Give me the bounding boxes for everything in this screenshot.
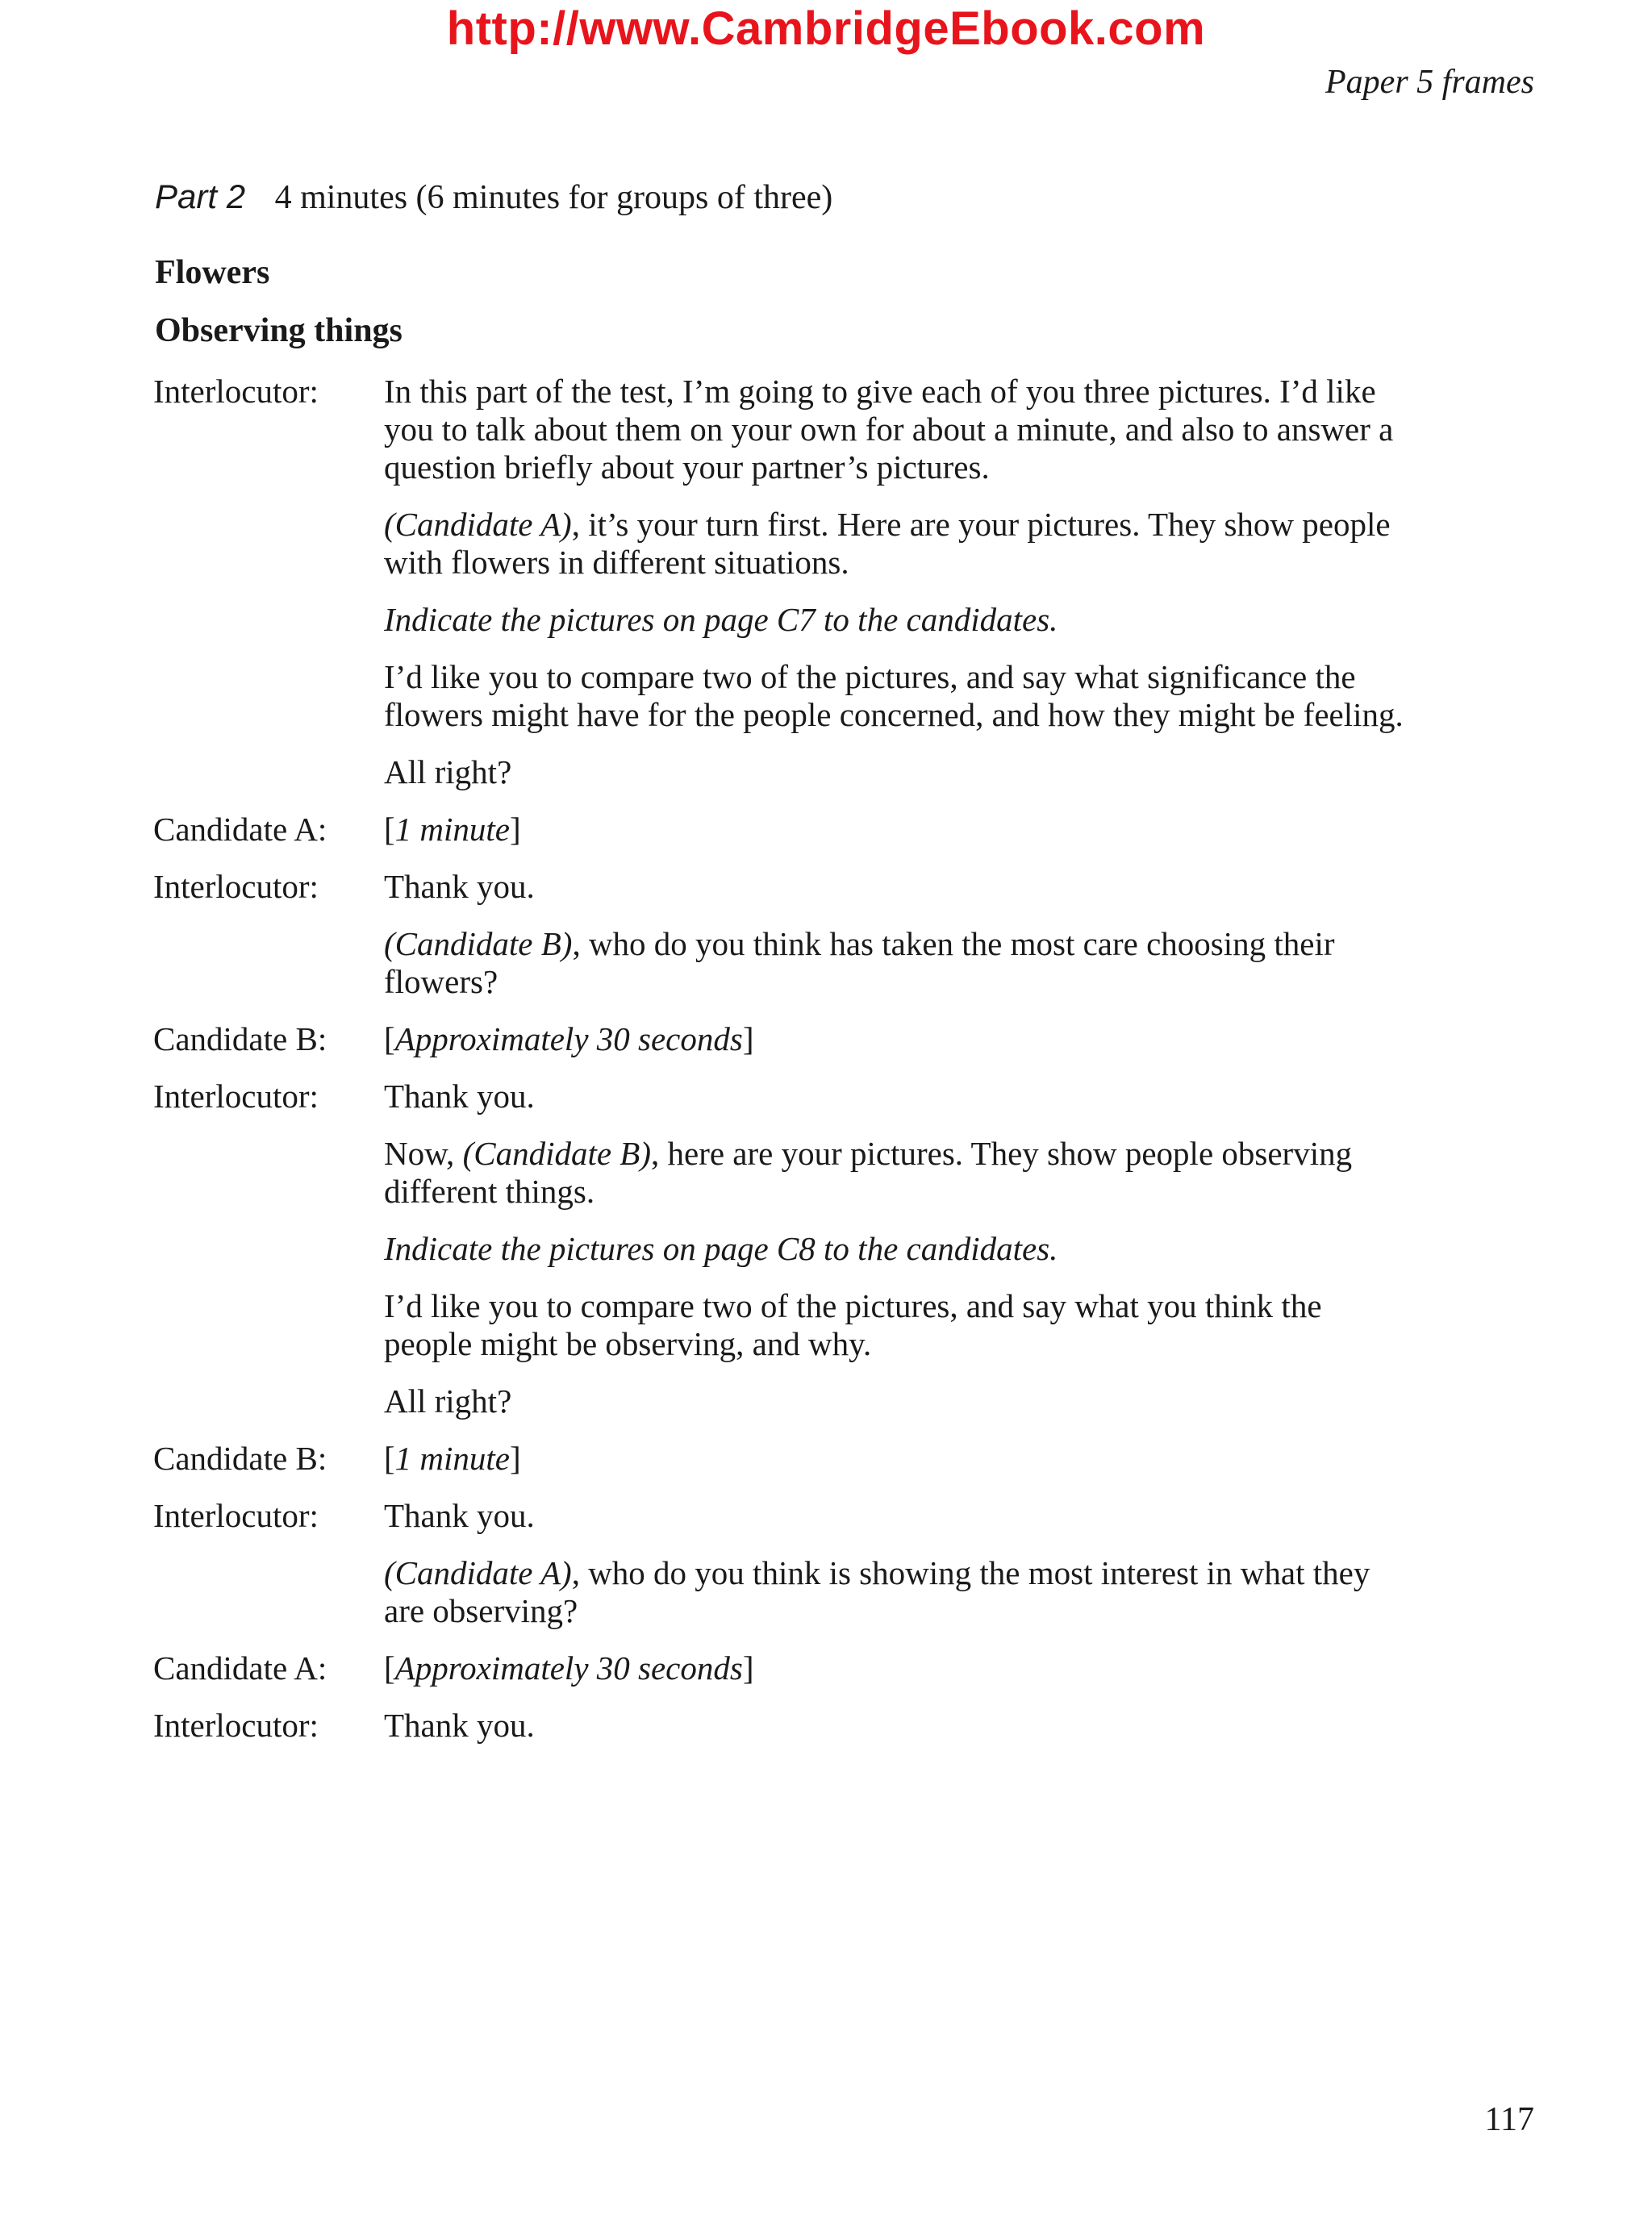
part-heading (155, 177, 832, 217)
text-run: ] (742, 1020, 754, 1057)
speaker-label: Interlocutor: (153, 1078, 319, 1115)
text-run: ] (742, 1649, 754, 1687)
italic-text: (Candidate A) (384, 506, 572, 543)
dialogue-turn (153, 1649, 1412, 1687)
text-run: [ (384, 1440, 395, 1477)
utterance-paragraph (384, 811, 1412, 849)
utterance-paragraph (384, 1440, 1412, 1478)
utterance-paragraph (384, 868, 1412, 906)
utterance-block (384, 1707, 1412, 1745)
utterance-paragraph (384, 1287, 1412, 1363)
italic-text: (Candidate B) (384, 925, 573, 962)
dialogue-turn (153, 1707, 1412, 1745)
text-run: , who do you think is showing the most interest in what they are observing? (384, 1554, 1370, 1629)
utterance-block (384, 1440, 1412, 1478)
section-title-flowers: Flowers (155, 254, 270, 291)
utterance-paragraph (384, 1230, 1412, 1268)
text-run: , who do you think has taken the most care choosing their flowers? (384, 925, 1335, 1000)
speaker-label: Candidate A: (153, 811, 327, 848)
utterance-paragraph (384, 658, 1412, 734)
text-run: [ (384, 811, 395, 848)
dialogue-turn (153, 1020, 1412, 1058)
running-head: Paper 5 frames (1325, 64, 1534, 101)
text-run: All right? (384, 753, 512, 790)
speaker-label: Interlocutor: (153, 373, 319, 410)
utterance-paragraph (384, 506, 1412, 582)
text-run: ] (510, 1440, 521, 1477)
text-run: Thank you. (384, 1707, 535, 1744)
utterance-paragraph (384, 1497, 1412, 1535)
speaker-label: Interlocutor: (153, 1707, 319, 1744)
text-run: ] (510, 811, 521, 848)
dialogue-turn (153, 1078, 1412, 1420)
utterance-paragraph (384, 1649, 1412, 1687)
utterance-block (384, 1649, 1412, 1687)
italic-text: (Candidate A) (384, 1554, 572, 1591)
section-title-observing-things: Observing things (155, 312, 403, 349)
utterance-paragraph (384, 925, 1412, 1001)
speaker-label: Candidate A: (153, 1649, 327, 1687)
utterance-paragraph (384, 1135, 1412, 1211)
text-run: [ (384, 1020, 395, 1057)
utterance-paragraph (384, 1382, 1412, 1420)
utterance-block (384, 373, 1412, 791)
utterance-paragraph (384, 753, 1412, 791)
italic-text: Approximately 30 seconds (394, 1649, 743, 1687)
part-label: Part 2 (155, 177, 246, 215)
text-run: , here are your pictures. They show people observing different things. (384, 1135, 1353, 1210)
italic-text: Approximately 30 seconds (394, 1020, 743, 1057)
watermark-url: http://www.CambridgeEbook.com (446, 2, 1206, 55)
speaker-label: Candidate B: (153, 1440, 327, 1477)
utterance-paragraph (384, 1554, 1412, 1630)
utterance-block (384, 1497, 1412, 1630)
text-run: , it’s your turn first. Here are your pictures. They show people with flowers in different situations. (384, 506, 1391, 581)
text-run: [ (384, 1649, 395, 1687)
speaker-label: Candidate B: (153, 1020, 327, 1057)
utterance-paragraph (384, 1707, 1412, 1745)
utterance-paragraph (384, 601, 1412, 639)
page-number: 117 (1484, 2101, 1534, 2138)
utterance-paragraph (384, 1020, 1412, 1058)
text-run: Thank you. (384, 868, 535, 905)
dialogue-turn (153, 1497, 1412, 1630)
text-run: I’d like you to compare two of the pictures, and say what significance the flowers might have for the people concerned, and how they might be feeling. (384, 658, 1404, 733)
utterance-block (384, 868, 1412, 1001)
dialogue-turn (153, 1440, 1412, 1478)
utterance-paragraph (384, 1078, 1412, 1115)
dialogue-turn (153, 811, 1412, 849)
utterance-block (384, 1020, 1412, 1058)
text-run: Now, (384, 1135, 463, 1172)
italic-text: (Candidate B) (462, 1135, 651, 1172)
dialogue-turn (153, 868, 1412, 1001)
text-run: I’d like you to compare two of the pictures, and say what you think the people might be observing, and why. (384, 1287, 1322, 1362)
text-run: Thank you. (384, 1078, 535, 1115)
speaker-label: Interlocutor: (153, 1497, 319, 1534)
utterance-block (384, 811, 1412, 849)
italic-text: 1 minute (394, 1440, 510, 1477)
dialogue-turn (153, 373, 1412, 791)
utterance-paragraph (384, 373, 1412, 486)
italic-text: 1 minute (394, 811, 510, 848)
utterance-block (384, 1078, 1412, 1420)
dialogue-script (153, 373, 1412, 1764)
text-run: All right? (384, 1382, 512, 1420)
text-run: Thank you. (384, 1497, 535, 1534)
italic-text: Indicate the pictures on page C8 to the candidates. (384, 1230, 1058, 1267)
italic-text: Indicate the pictures on page C7 to the candidates. (384, 601, 1058, 638)
part-timing: 4 minutes (6 minutes for groups of three) (274, 179, 833, 216)
speaker-label: Interlocutor: (153, 868, 319, 905)
text-run: In this part of the test, I’m going to give each of you three pictures. I’d like you to talk about them on your own for about a minute, and also to answer a question briefly about your partner’s pictures. (384, 373, 1394, 486)
